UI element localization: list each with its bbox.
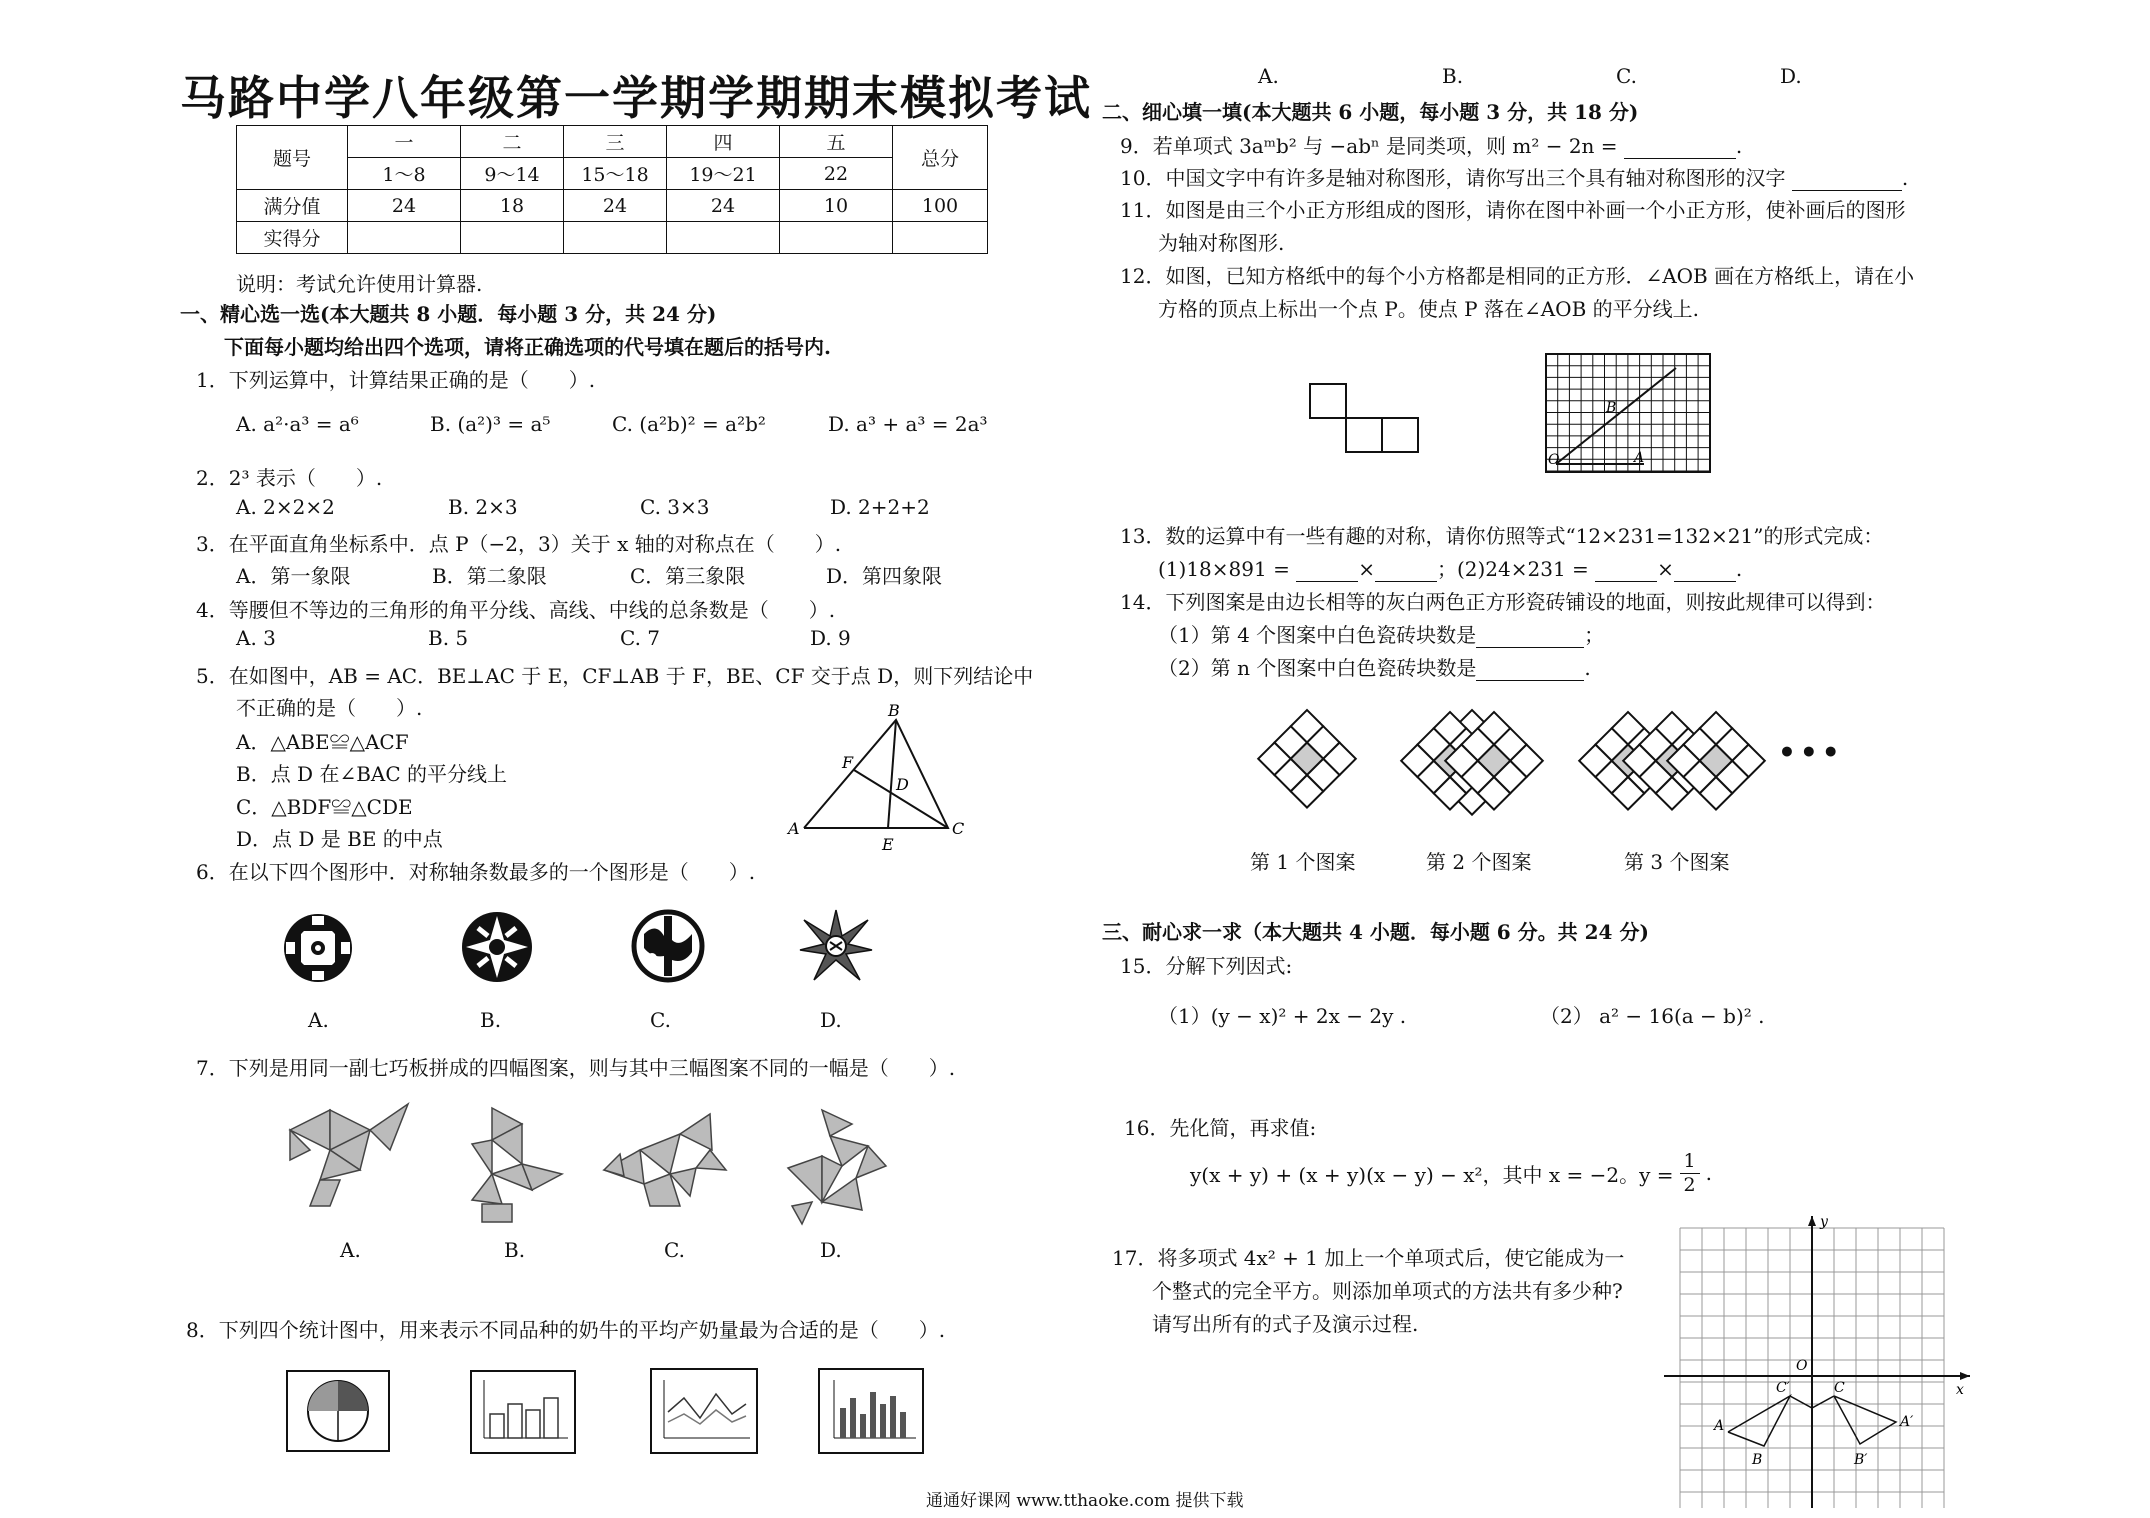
q17-line2: 个整式的完全平方。则添加单项式的方法共有多少种? (1152, 1279, 1623, 1303)
q4-option-b[interactable]: B. 5 (428, 626, 469, 650)
score-range: 15～18 (564, 158, 667, 190)
q8-chart-cylinders[interactable] (470, 1370, 576, 1454)
q10-text: 10．中国文字中有许多是轴对称图形，请你写出三个具有轴对称图形的汉字 (1120, 166, 1786, 190)
q7-tangram-c[interactable] (600, 1110, 730, 1210)
score-table-label: 题号 (237, 126, 348, 190)
q6-label-c: C. (650, 1008, 671, 1032)
q13-times-2: × (1657, 557, 1674, 581)
got-score-cell[interactable] (667, 222, 780, 254)
q1-option-b[interactable]: B. (a²)³ = a⁵ (430, 412, 551, 436)
q16-frac-numerator: 1 (1680, 1150, 1700, 1174)
q7-label-a: A. (340, 1238, 361, 1262)
q17-label-a-prime: A′ (1900, 1414, 1914, 1430)
q7-tangram-b[interactable] (462, 1104, 572, 1224)
q17-label-y: y (1820, 1214, 1828, 1230)
got-score-cell[interactable] (461, 222, 564, 254)
q13-line1: 13．数的运算中有一些有趣的对称，请你仿照等式“12×231=132×21”的形式完成： (1120, 524, 1884, 548)
score-header: 四 (667, 126, 780, 158)
q14-sub2 (1158, 652, 1591, 681)
q17-label-c-prime: C′ (1776, 1380, 1790, 1396)
q17-label-c: C (1834, 1380, 1845, 1396)
top-option-a[interactable]: A. (1258, 64, 1279, 88)
q8-stem: 8．下列四个统计图中，用来表示不同品种的奶牛的平均产奶量最为合适的是（ ）. (186, 1318, 946, 1342)
q14-sub1-end: ； (1584, 623, 1605, 647)
q17-label-o: O (1796, 1358, 1808, 1374)
footer-credit: 通通好课网 www.tthaoke.com 提供下载 (926, 1491, 1244, 1511)
q14-caption-1: 第 1 个图案 (1250, 850, 1356, 874)
q11-line1: 11．如图是由三个小正方形组成的图形，请你在图中补画一个小正方形，使补画后的图形 (1120, 198, 1906, 222)
q3-option-d[interactable]: D．第四象限 (826, 564, 943, 588)
got-score-cell[interactable] (893, 222, 988, 254)
q6-figure-c[interactable] (630, 908, 706, 984)
q8-chart-line[interactable] (650, 1368, 758, 1454)
q5-stem-line2: 不正确的是（ ）. (236, 696, 423, 720)
q17-label-x: x (1956, 1382, 1964, 1398)
q14-sub1 (1158, 619, 1604, 648)
section1-instruction: 下面每小题均给出四个选项，请将正确选项的代号填在题后的括号内. (224, 335, 831, 359)
full-score: 18 (461, 190, 564, 222)
section1-heading: 一、精心选一选(本大题共 8 小题．每小题 3 分，共 24 分) (180, 302, 717, 326)
q14-ellipsis: ••• (1778, 736, 1844, 769)
exam-note: 说明：考试允许使用计算器. (236, 272, 483, 296)
q16-stem: 16．先化简，再求值: (1124, 1116, 1317, 1140)
section3-heading: 三、耐心求一求（本大题共 4 小题．每小题 6 分。共 24 分) (1102, 920, 1649, 944)
q5-label-b: B (888, 701, 900, 720)
q5-option-b[interactable]: B．点 D 在∠BAC 的平分线上 (236, 762, 508, 786)
q17-label-a: A (1714, 1418, 1725, 1434)
q1-stem: 1．下列运算中，计算结果正确的是（ ）. (196, 368, 596, 392)
q11-line2: 为轴对称图形. (1158, 231, 1285, 255)
q12-grid-figure (1544, 352, 1714, 476)
q9-stem: 9．若单项式 3aᵐb² 与 −abⁿ 是同类项，则 m² − 2n = . (1120, 134, 1743, 158)
full-score: 100 (893, 190, 988, 222)
q9-text: 9．若单项式 3aᵐb² 与 −abⁿ 是同类项，则 m² − 2n = (1120, 134, 1618, 158)
score-range: 9～14 (461, 158, 564, 190)
q5-label-d: D (896, 775, 909, 794)
score-table (236, 125, 988, 254)
got-score-cell[interactable] (348, 222, 461, 254)
q6-stem: 6．在以下四个图形中．对称轴条数最多的一个图形是（ ）. (196, 860, 756, 884)
full-score: 24 (667, 190, 780, 222)
q7-tangram-a[interactable] (280, 1100, 410, 1210)
q5-option-a[interactable]: A．△ABE≌△ACF (236, 730, 409, 754)
q14-pattern-3 (1586, 706, 1758, 816)
q5-stem-line1: 5．在如图中，AB = AC．BE⊥AC 于 E，CF⊥AB 于 F，BE、CF 交于点 D，则下列结论中 (196, 664, 1034, 688)
q15-part2: （2） a² − 16(a − b)² . (1540, 1004, 1765, 1028)
q7-label-d: D. (820, 1238, 842, 1262)
q12-label-b: B (1606, 400, 1617, 416)
q17-label-b: B (1752, 1452, 1763, 1468)
q15-stem: 15．分解下列因式: (1120, 954, 1293, 978)
q13-blank-4[interactable] (1674, 557, 1736, 582)
q5-label-a: A (788, 819, 800, 838)
q5-option-c[interactable]: C．△BDF≌△CDE (236, 795, 413, 819)
q13-times-1: × (1358, 557, 1375, 581)
q14-caption-3: 第 3 个图案 (1624, 850, 1730, 874)
q14-sub2-end: . (1584, 656, 1591, 680)
q7-stem: 7．下列是用同一副七巧板拼成的四幅图案，则与其中三幅图案不同的一幅是（ ）. (196, 1056, 956, 1080)
q4-option-d[interactable]: D. 9 (810, 626, 851, 650)
q12-line2: 方格的顶点上标出一个点 P。使点 P 落在∠AOB 的平分线上. (1158, 297, 1699, 321)
score-total-label: 总分 (893, 126, 988, 190)
q5-triangle-figure (780, 700, 965, 860)
q6-label-a: A. (308, 1008, 329, 1032)
top-option-b[interactable]: B. (1442, 64, 1464, 88)
q14-pattern-1 (1254, 706, 1360, 812)
got-score-cell[interactable] (780, 222, 893, 254)
q4-option-a[interactable]: A. 3 (236, 626, 276, 650)
q16-expr-text: y(x + y) + (x + y)(x − y) − x²，其中 x = −2。y = (1190, 1162, 1674, 1187)
top-option-d[interactable]: D. (1780, 64, 1802, 88)
full-score-label: 满分值 (237, 190, 348, 222)
q14-line1: 14．下列图案是由边长相等的灰白两色正方形瓷砖铺设的地面，则按此规律可以得到： (1120, 590, 1886, 614)
q8-chart-bars[interactable] (818, 1368, 924, 1454)
q16-frac-denominator: 2 (1683, 1173, 1696, 1196)
got-score-label: 实得分 (237, 222, 348, 254)
q6-label-d: D. (820, 1008, 842, 1032)
q1-option-a[interactable]: A. a²·a³ = a⁶ (236, 412, 359, 436)
q6-figure-b[interactable] (460, 910, 534, 984)
section2-heading: 二、细心填一填(本大题共 6 小题，每小题 3 分，共 18 分) (1102, 100, 1639, 124)
exam-title: 马路中学八年级第一学期学期期末模拟考试 (180, 71, 1092, 125)
q17-line3: 请写出所有的式子及演示过程. (1152, 1312, 1419, 1336)
q16-expression (1190, 1150, 1712, 1197)
score-header: 三 (564, 126, 667, 158)
score-range: 22 (780, 158, 893, 190)
q12-line1: 12．如图，已知方格纸中的每个小方格都是相同的正方形．∠AOB 画在方格纸上，请在小 (1120, 264, 1915, 288)
q13-blank-2[interactable] (1375, 557, 1437, 582)
q5-option-d[interactable]: D．点 D 是 BE 的中点 (236, 827, 443, 851)
score-range: 1～8 (348, 158, 461, 190)
q10-answer-blank[interactable] (1792, 166, 1902, 191)
q6-figure-d[interactable] (796, 906, 876, 986)
q3-stem: 3．在平面直角坐标系中．点 P（−2，3）关于 x 轴的对称点在（ ）. (196, 532, 842, 556)
score-header: 二 (461, 126, 564, 158)
q17-coordinate-figure (1664, 1212, 1974, 1510)
q2-option-a[interactable]: A. 2×2×2 (236, 495, 335, 519)
q13-part1: (1)18×891 = (1158, 557, 1290, 581)
full-score: 24 (564, 190, 667, 222)
q7-label-c: C. (664, 1238, 685, 1262)
q3-option-b[interactable]: B．第二象限 (432, 564, 547, 588)
q4-option-c[interactable]: C. 7 (620, 626, 661, 650)
q3-option-c[interactable]: C．第三象限 (630, 564, 746, 588)
q17-label-b-prime: B′ (1854, 1452, 1868, 1468)
q14-sub1-text: （1）第 4 个图案中白色瓷砖块数是 (1158, 623, 1477, 647)
q13-end: . (1735, 557, 1743, 581)
q10-stem: 10．中国文字中有许多是轴对称图形，请你写出三个具有轴对称图形的汉字 . (1120, 166, 1909, 190)
q9-answer-blank[interactable] (1624, 134, 1736, 159)
q14-pattern-2 (1402, 706, 1542, 816)
q7-tangram-d[interactable] (782, 1106, 892, 1226)
q6-figure-a[interactable] (282, 912, 354, 984)
got-score-cell[interactable] (564, 222, 667, 254)
q14-blank-2[interactable] (1476, 656, 1584, 681)
q14-blank-1[interactable] (1476, 623, 1584, 648)
q13-blank-3[interactable] (1595, 557, 1657, 582)
q2-option-d[interactable]: D. 2+2+2 (830, 495, 930, 519)
score-range: 19～21 (667, 158, 780, 190)
q13-sep: ；(2)24×231 = (1436, 557, 1589, 581)
q14-sub2-text: （2）第 n 个图案中白色瓷砖块数是 (1158, 656, 1477, 680)
q13-blank-1[interactable] (1296, 557, 1358, 582)
q6-label-b: B. (480, 1008, 502, 1032)
q13-line2 (1158, 553, 1742, 582)
q2-option-b[interactable]: B. 2×3 (448, 495, 518, 519)
score-header: 一 (348, 126, 461, 158)
q4-stem: 4．等腰但不等边的三角形的角平分线、高线、中线的总条数是（ ）. (196, 598, 836, 622)
score-header: 五 (780, 126, 893, 158)
q7-label-b: B. (504, 1238, 526, 1262)
q8-chart-pie[interactable] (286, 1370, 390, 1452)
top-option-c[interactable]: C. (1616, 64, 1637, 88)
full-score: 10 (780, 190, 893, 222)
q14-caption-2: 第 2 个图案 (1426, 850, 1532, 874)
q5-label-e: E (882, 835, 894, 854)
q17-line1: 17．将多项式 4x² + 1 加上一个单项式后，使它能成为一 (1112, 1246, 1625, 1270)
q2-stem: 2．2³ 表示（ ）. (196, 466, 383, 490)
q3-option-a[interactable]: A．第一象限 (236, 564, 351, 588)
q15-part1: （1）(y − x)² + 2x − 2y . (1158, 1004, 1407, 1028)
q16-fraction (1680, 1150, 1700, 1197)
q2-option-c[interactable]: C. 3×3 (640, 495, 710, 519)
q16-end: . (1705, 1161, 1712, 1186)
q12-label-o: O (1548, 452, 1560, 468)
q1-option-c[interactable]: C. (a²b)² = a²b² (612, 412, 766, 436)
q5-label-f: F (842, 753, 854, 772)
q1-option-d[interactable]: D. a³ + a³ = 2a³ (828, 412, 988, 436)
q11-squares-figure (1308, 382, 1418, 460)
q5-label-c: C (952, 819, 965, 838)
full-score: 24 (348, 190, 461, 222)
q12-label-a: A (1634, 450, 1645, 466)
